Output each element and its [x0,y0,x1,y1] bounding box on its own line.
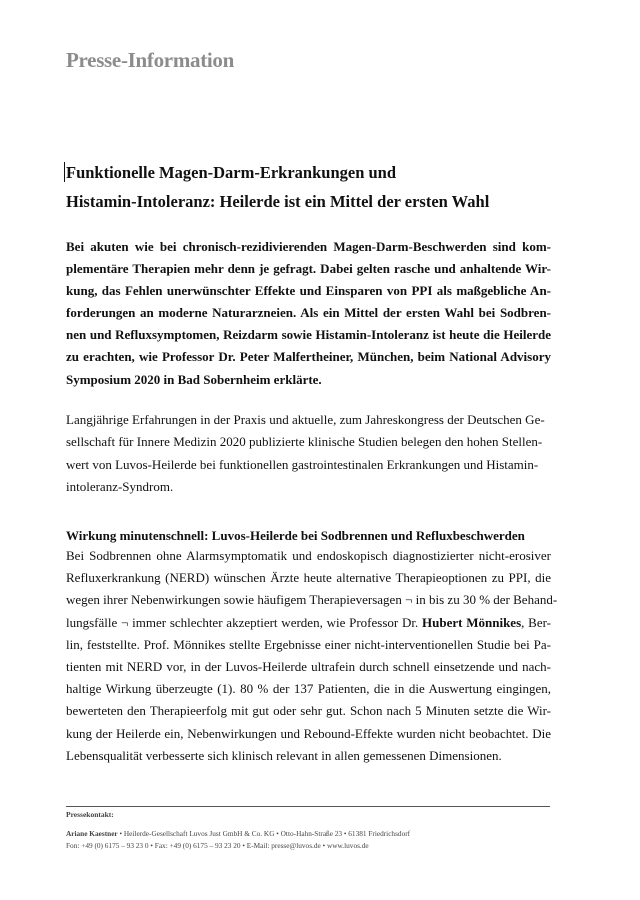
headline [66,158,566,216]
section-body [66,545,558,767]
contact-address: • Heilerde-Gesellschaft Luvos Just GmbH & Co. KG • Otto-Hahn-Straße 23 • 61381 Friedrichsdorf [117,829,411,838]
footer-divider [66,806,550,807]
body-text-fragment: , Ber- [521,614,551,630]
intro-line: Langjährige Erfahrungen in der Praxis und aktuelle, zum Jahreskongress der Deutschen Ge- [66,412,545,427]
lead-line: nen und Refluxsymptomen, Reizdarm sowie Histamin-Intoleranz ist heute die Heilerde [66,327,551,343]
contact-name: Ariane Kaestner [66,829,118,838]
body-line: tienten mit NERD vor, in der Luvos-Heilerde ultrafein durch schnell einsetzende und nach- [66,659,551,675]
footer-label: Pressekontakt: [66,810,114,819]
body-line: lin, feststellte. Prof. Mönnikes stellte Ergebnisse einer nicht-interventionellen Studie bei Pa- [66,636,551,652]
lead-line: kung, das Fehlen unerwünschter Effekte und Einsparen von PPI als maßgebliche An- [66,283,551,299]
intro-line: sellschaft für Innere Medizin 2020 publizierte klinische Studien belegen den hohen Stellen- [66,434,543,450]
body-line: bewerteten den Therapieerfolg mit gut oder sehr gut. Schon nach 5 Minuten setzte die Wir- [66,703,551,719]
lead-line: zu erachten, wie Professor Dr. Peter Malfertheiner, München, beim National Advisory [66,349,551,365]
body-line: haltige Wirkung überzeugte (1). 80 % der 137 Patienten, die in die Auswertung eingingen, [66,681,551,697]
footer-contact-line-1 [66,829,410,838]
body-line [66,612,551,634]
body-line: Lebensqualität verbesserte sich klinisch relevant in allen gemessenen Dimensionen. [66,747,502,763]
section-heading: Wirkung minutenschnell: Luvos-Heilerde bei Sodbrennen und Refluxbeschwerden [66,528,525,543]
body-text-fragment: lungsfälle ¬ immer schlechter akzeptiert werden, wie Professor Dr. [66,614,423,630]
body-line: wegen ihrer Nebenwirkungen sowie häufigem Therapieversagen ¬ in bis zu 30 % der Behand- [66,592,558,608]
lead-line: forderungen an moderne Naturarzneien. Als ein Mittel der ersten Wahl bei Sodbren- [66,305,551,321]
lead-paragraph [66,236,551,391]
body-line: Refluxerkrankung (NERD) wünschen Ärzte heute alternative Therapieoptionen zu PPI, die [66,570,551,586]
person-name: Hubert Mönnikes [422,614,522,630]
headline-line-2: Histamin-Intoleranz: Heilerde ist ein Mittel der ersten Wahl [66,192,490,211]
headline-line-1: Funktionelle Magen-Darm-Erkrankungen und [66,163,397,182]
lead-line: Symposium 2020 in Bad Sobernheim erklärte. [66,371,322,387]
text-cursor [64,162,65,182]
intro-paragraph [66,409,551,498]
footer-contact-line-2: Fon: +49 (0) 6175 – 93 23 0 • Fax: +49 (0) 6175 – 93 23 20 • E-Mail: presse@luvos.de • www.luvos.de [66,841,369,850]
lead-line: plementäre Therapien mehr denn je gefragt. Dabei gelten rasche und anhaltende Wir- [66,261,551,277]
intro-line: wert von Luvos-Heilerde bei funktionellen gastrointestinalen Erkrankungen und Histamin- [66,456,539,472]
body-line: kung der Heilerde ein, Nebenwirkungen und Rebound-Effekte wurden nicht beobachtet. Die [66,725,551,741]
body-line: Bei Sodbrennen ohne Alarmsymptomatik und endoskopisch diagnostizierter nicht-erosiver [66,548,551,563]
intro-line: intoleranz-Syndrom. [66,478,174,494]
page-header-title: Presse-Information [66,48,235,72]
lead-line: Bei akuten wie bei chronisch-rezidivierenden Magen-Darm-Beschwerden sind kom- [66,239,551,254]
